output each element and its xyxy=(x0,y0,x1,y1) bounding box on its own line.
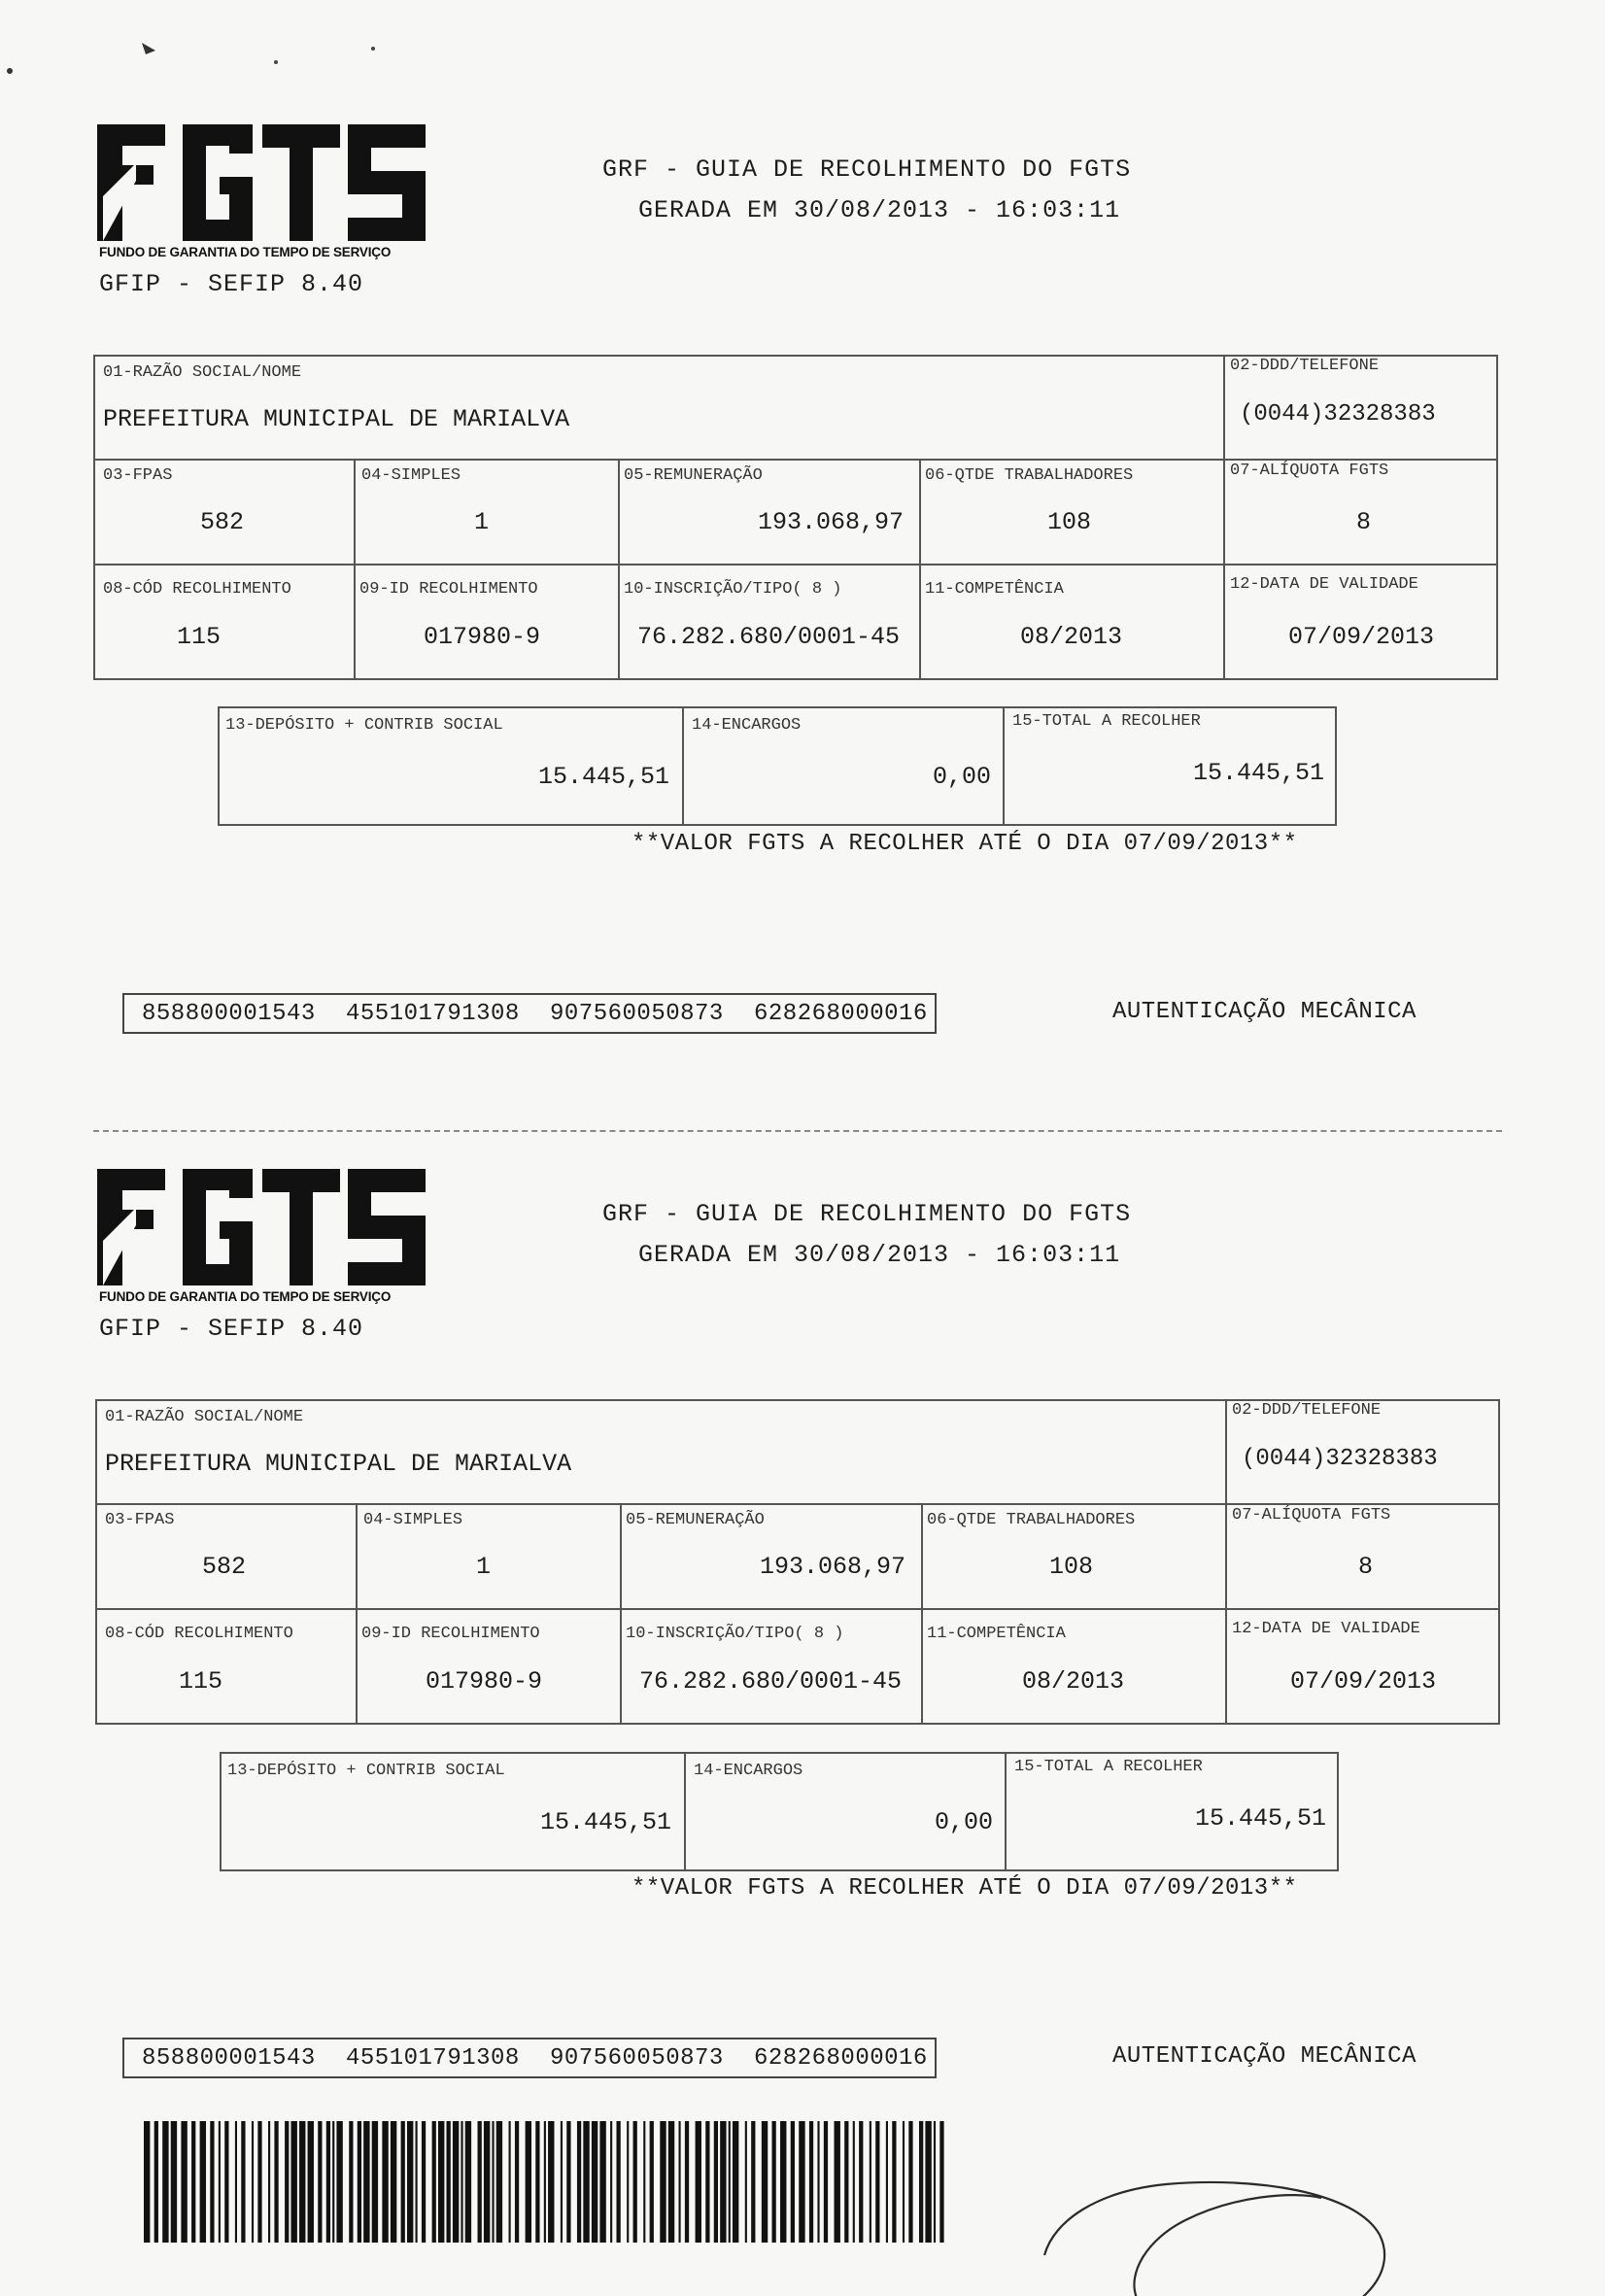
digitable-block-3: 907560050873 xyxy=(550,1001,724,1027)
digitable-block-2: 455101791308 xyxy=(346,1001,520,1027)
barcode-bar xyxy=(733,2121,738,2243)
totals-box xyxy=(220,1752,1339,1871)
barcode-bar xyxy=(809,2121,813,2243)
authentication-label: AUTENTICAÇÃO MECÂNICA xyxy=(1112,999,1417,1025)
due-date-notice: **VALOR FGTS A RECOLHER ATÉ O DIA 07/09/2013** xyxy=(632,831,1298,857)
barcode-bar xyxy=(908,2121,912,2243)
encargos-label: 14-ENCARGOS xyxy=(692,716,802,735)
remuneracao-value: 193.068,97 xyxy=(760,1553,906,1581)
barcode-bar xyxy=(224,2121,228,2243)
barcode-bar xyxy=(274,2121,278,2243)
guia-form xyxy=(95,1399,1500,1725)
barcode-bar xyxy=(729,2121,731,2243)
barcode-bar xyxy=(685,2121,689,2243)
digitable-block-3: 907560050873 xyxy=(550,2045,724,2072)
barcode-bar xyxy=(515,2121,519,2243)
deposito-label: 13-DEPÓSITO + CONTRIB SOCIAL xyxy=(225,716,503,735)
barcode-bar xyxy=(235,2121,237,2243)
razao-social-value: PREFEITURA MUNICIPAL DE MARIALVA xyxy=(105,1450,572,1478)
barcode-bar xyxy=(903,2121,905,2243)
barcode-bar xyxy=(484,2121,490,2243)
barcode-bar xyxy=(817,2121,819,2243)
digitable-line xyxy=(122,2038,937,2078)
digitable-block-4: 628268000016 xyxy=(754,2045,928,2072)
simples-label: 04-SIMPLES xyxy=(361,466,461,485)
qtde-trabalhadores-value: 108 xyxy=(1047,508,1092,536)
remuneracao-value: 193.068,97 xyxy=(758,508,905,536)
id-recolhimento-label: 09-ID RECOLHIMENTO xyxy=(359,580,538,599)
barcode-bar xyxy=(714,2121,718,2243)
barcode-bar xyxy=(919,2121,923,2243)
barcode-bar xyxy=(391,2121,396,2243)
telefone-value: (0044)32328383 xyxy=(1240,401,1436,428)
inscricao-label: 10-INSCRIÇÃO/TIPO( 8 ) xyxy=(624,580,842,599)
digitable-line xyxy=(122,993,937,1034)
barcode-bar xyxy=(535,2121,539,2243)
barcode-bar xyxy=(144,2121,150,2243)
barcode-bar xyxy=(363,2121,369,2243)
remuneracao-label: 05-REMUNERAÇÃO xyxy=(626,1511,765,1529)
competencia-value: 08/2013 xyxy=(1022,1667,1125,1696)
barcode-bar xyxy=(268,2121,270,2243)
barcode-bar xyxy=(332,2121,334,2243)
software-version: GFIP - SEFIP 8.40 xyxy=(99,270,364,298)
barcode-bar xyxy=(705,2121,709,2243)
total-value: 15.445,51 xyxy=(1193,759,1325,787)
barcode-bar xyxy=(751,2121,755,2243)
inscricao-value: 76.282.680/0001-45 xyxy=(639,1667,903,1696)
fpas-value: 582 xyxy=(202,1553,247,1581)
competencia-label: 11-COMPETÊNCIA xyxy=(927,1625,1066,1643)
digitable-block-1: 858800001543 xyxy=(142,1001,316,1027)
id-recolhimento-label: 09-ID RECOLHIMENTO xyxy=(361,1625,540,1643)
barcode-bar xyxy=(401,2121,405,2243)
inscricao-value: 76.282.680/0001-45 xyxy=(637,623,901,651)
barcode-bar xyxy=(859,2121,863,2243)
barcode-bar xyxy=(372,2121,378,2243)
deposito-label: 13-DEPÓSITO + CONTRIB SOCIAL xyxy=(227,1762,505,1780)
barcode-bar xyxy=(171,2121,177,2243)
barcode-bar xyxy=(422,2121,426,2243)
simples-value: 1 xyxy=(476,1553,492,1581)
barcode-bar xyxy=(633,2121,637,2243)
payment-barcode xyxy=(139,2121,955,2243)
barcode-bar xyxy=(886,2121,888,2243)
software-version: GFIP - SEFIP 8.40 xyxy=(99,1315,364,1343)
aliquota-value: 8 xyxy=(1358,1553,1374,1581)
qtde-trabalhadores-label: 06-QTDE TRABALHADORES xyxy=(925,466,1134,485)
encargos-label: 14-ENCARGOS xyxy=(694,1762,803,1780)
digitable-block-4: 628268000016 xyxy=(754,1001,928,1027)
barcode-bar xyxy=(438,2121,444,2243)
barcode-bar xyxy=(318,2121,322,2243)
guia-copy-bottom xyxy=(0,1045,1605,2113)
digitable-block-2: 455101791308 xyxy=(346,2045,520,2072)
barcode-bar xyxy=(780,2121,786,2243)
telefone-value: (0044)32328383 xyxy=(1242,1446,1438,1472)
barcode-bar xyxy=(200,2121,206,2243)
aliquota-value: 8 xyxy=(1356,508,1372,536)
validade-value: 07/09/2013 xyxy=(1288,623,1435,651)
generated-timestamp: GERADA EM 30/08/2013 - 16:03:11 xyxy=(638,196,1121,224)
barcode-bar xyxy=(162,2121,168,2243)
due-date-notice: **VALOR FGTS A RECOLHER ATÉ O DIA 07/09/2013** xyxy=(632,1875,1298,1902)
barcode-bar xyxy=(548,2121,554,2243)
qtde-trabalhadores-label: 06-QTDE TRABALHADORES xyxy=(927,1511,1136,1529)
barcode-bar xyxy=(870,2121,871,2243)
guia-copy-top xyxy=(0,0,1605,1069)
inscricao-label: 10-INSCRIÇÃO/TIPO( 8 ) xyxy=(626,1625,844,1643)
barcode-bar xyxy=(561,2121,563,2243)
generated-timestamp: GERADA EM 30/08/2013 - 16:03:11 xyxy=(638,1241,1121,1269)
barcode-bar xyxy=(844,2121,848,2243)
simples-label: 04-SIMPLES xyxy=(363,1511,463,1529)
fpas-label: 03-FPAS xyxy=(105,1511,175,1529)
barcode-bar xyxy=(660,2121,666,2243)
barcode-bar xyxy=(181,2121,187,2243)
barcode-bar xyxy=(496,2121,502,2243)
competencia-label: 11-COMPETÊNCIA xyxy=(925,580,1064,599)
cod-recolhimento-value: 115 xyxy=(179,1667,223,1696)
barcode-bar xyxy=(336,2121,342,2243)
razao-social-value: PREFEITURA MUNICIPAL DE MARIALVA xyxy=(103,405,570,433)
cod-recolhimento-value: 115 xyxy=(177,623,222,651)
barcode-bar xyxy=(432,2121,436,2243)
cod-recolhimento-label: 08-CÓD RECOLHIMENTO xyxy=(105,1625,293,1643)
deposito-value: 15.445,51 xyxy=(538,763,670,791)
validade-label: 12-DATA DE VALIDADE xyxy=(1230,575,1418,594)
barcode-bar xyxy=(478,2121,482,2243)
barcode-bar xyxy=(492,2121,494,2243)
barcode-bar xyxy=(720,2121,726,2243)
total-label: 15-TOTAL A RECOLHER xyxy=(1014,1758,1203,1776)
barcode-bar xyxy=(875,2121,879,2243)
barcode-bar xyxy=(939,2121,943,2243)
validade-label: 12-DATA DE VALIDADE xyxy=(1232,1620,1420,1638)
barcode-bar xyxy=(241,2121,245,2243)
barcode-bar xyxy=(762,2121,768,2243)
document-title: GRF - GUIA DE RECOLHIMENTO DO FGTS xyxy=(602,1200,1132,1228)
barcode-bar xyxy=(678,2121,680,2243)
aliquota-label: 07-ALÍQUOTA FGTS xyxy=(1232,1506,1391,1525)
total-label: 15-TOTAL A RECOLHER xyxy=(1012,712,1201,731)
encargos-value: 0,00 xyxy=(933,763,992,791)
barcode-bar xyxy=(290,2121,296,2243)
barcode-bar xyxy=(643,2121,645,2243)
barcode-bar xyxy=(358,2121,361,2243)
cod-recolhimento-label: 08-CÓD RECOLHIMENTO xyxy=(103,580,291,599)
barcode-bar xyxy=(925,2121,931,2243)
fpas-value: 582 xyxy=(200,508,245,536)
barcode-bar xyxy=(416,2121,418,2243)
barcode-bar xyxy=(465,2121,471,2243)
barcode-bar xyxy=(835,2121,840,2243)
logo-caption: FUNDO DE GARANTIA DO TEMPO DE SERVIÇO xyxy=(99,1289,392,1304)
guia-form xyxy=(93,355,1498,680)
barcode-bar xyxy=(599,2121,605,2243)
barcode-bar xyxy=(745,2121,747,2243)
barcode-bar xyxy=(154,2121,158,2243)
barcode-bar xyxy=(349,2121,353,2243)
barcode-bar xyxy=(285,2121,289,2243)
total-value: 15.445,51 xyxy=(1195,1804,1327,1833)
fpas-label: 03-FPAS xyxy=(103,466,173,485)
barcode-bar xyxy=(526,2121,531,2243)
barcode-bar xyxy=(610,2121,612,2243)
barcode-bar xyxy=(210,2121,214,2243)
barcode-bar xyxy=(447,2121,451,2243)
barcode-bar xyxy=(326,2121,330,2243)
barcode-bar xyxy=(453,2121,459,2243)
barcode-bar xyxy=(566,2121,570,2243)
barcode-bar xyxy=(577,2121,581,2243)
barcode-bar xyxy=(308,2121,314,2243)
barcode-bar xyxy=(299,2121,305,2243)
remuneracao-label: 05-REMUNERAÇÃO xyxy=(624,466,763,485)
barcode-bar xyxy=(252,2121,254,2243)
razao-social-label: 01-RAZÃO SOCIAL/NOME xyxy=(103,363,302,382)
digitable-block-1: 858800001543 xyxy=(142,2045,316,2072)
id-recolhimento-value: 017980-9 xyxy=(426,1667,543,1696)
qtde-trabalhadores-value: 108 xyxy=(1049,1553,1094,1581)
authentication-label: AUTENTICAÇÃO MECÂNICA xyxy=(1112,2043,1417,2070)
telefone-label: 02-DDD/TELEFONE xyxy=(1230,357,1380,375)
barcode-bar xyxy=(616,2121,620,2243)
barcode-bar xyxy=(627,2121,629,2243)
totals-box xyxy=(218,706,1337,826)
validade-value: 07/09/2013 xyxy=(1290,1667,1437,1696)
telefone-label: 02-DDD/TELEFONE xyxy=(1232,1401,1382,1420)
deposito-value: 15.445,51 xyxy=(540,1808,672,1836)
barcode-bar xyxy=(892,2121,896,2243)
barcode-bar xyxy=(696,2121,701,2243)
barcode-bar xyxy=(824,2121,828,2243)
barcode-bar xyxy=(791,2121,795,2243)
razao-social-label: 01-RAZÃO SOCIAL/NOME xyxy=(105,1408,304,1426)
barcode-bar xyxy=(382,2121,388,2243)
barcode-bar xyxy=(407,2121,413,2243)
barcode-bar xyxy=(583,2121,589,2243)
aliquota-label: 07-ALÍQUOTA FGTS xyxy=(1230,462,1389,480)
barcode-bar xyxy=(592,2121,598,2243)
barcode-bar xyxy=(772,2121,776,2243)
simples-value: 1 xyxy=(474,508,490,536)
barcode-bar xyxy=(853,2121,855,2243)
logo-caption: FUNDO DE GARANTIA DO TEMPO DE SERVIÇO xyxy=(99,245,392,259)
barcode-bar xyxy=(191,2121,195,2243)
barcode-bar xyxy=(509,2121,511,2243)
id-recolhimento-value: 017980-9 xyxy=(424,623,541,651)
barcode-bar xyxy=(257,2121,261,2243)
encargos-value: 0,00 xyxy=(935,1808,994,1836)
barcode-bar xyxy=(934,2121,936,2243)
barcode-bar xyxy=(799,2121,804,2243)
barcode-bar xyxy=(668,2121,674,2243)
barcode-bar xyxy=(461,2121,462,2243)
barcode-bar xyxy=(544,2121,546,2243)
document-title: GRF - GUIA DE RECOLHIMENTO DO FGTS xyxy=(602,155,1132,184)
competencia-value: 08/2013 xyxy=(1020,623,1123,651)
barcode-bar xyxy=(650,2121,654,2243)
barcode-bar xyxy=(219,2121,221,2243)
